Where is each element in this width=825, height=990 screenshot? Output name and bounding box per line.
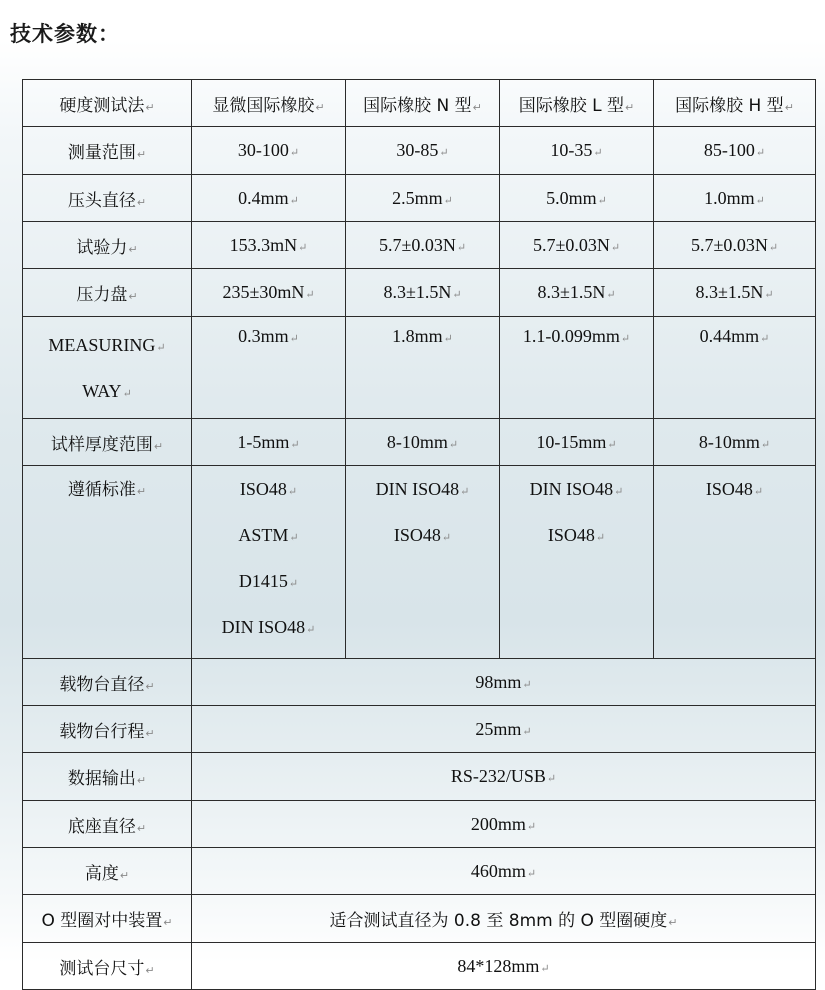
row-label-pressure-plate: 压力盘↵ <box>23 269 192 317</box>
table-cell: 2.5mm↵ <box>346 175 500 222</box>
table-row <box>23 175 816 222</box>
header-row <box>23 80 816 127</box>
table-cell: ISO48↵ <box>654 466 816 659</box>
header-cell-type-l: 国际橡胶 L 型↵ <box>500 80 654 127</box>
table-cell: RS-232/USB↵ <box>192 753 816 801</box>
table-cell: 235±30mN↵ <box>192 269 346 317</box>
page-title: 技术参数： <box>10 22 120 46</box>
table-cell: 5.0mm↵ <box>500 175 654 222</box>
table-cell: 8-10mm↵ <box>654 419 816 466</box>
table-cell: 5.7±0.03N↵ <box>500 222 654 269</box>
table-cell: 85-100↵ <box>654 127 816 175</box>
spec-table <box>22 79 816 990</box>
table-row <box>23 317 816 419</box>
header-cell-method: 硬度测试法↵ <box>23 80 192 127</box>
table-row <box>23 801 816 848</box>
table-cell: ISO48↵ ASTM↵ D1415↵ DIN ISO48↵ <box>192 466 346 659</box>
table-cell: 10-35↵ <box>500 127 654 175</box>
table-row <box>23 269 816 317</box>
row-label-stage-diameter: 载物台直径↵ <box>23 659 192 706</box>
row-label-base-diameter: 底座直径↵ <box>23 801 192 848</box>
table-row <box>23 419 816 466</box>
row-label-measure-range: 测量范围↵ <box>23 127 192 175</box>
row-label-standards: 遵循标准↵ <box>23 466 192 659</box>
table-row <box>23 466 816 659</box>
row-label-stage-travel: 载物台行程↵ <box>23 706 192 753</box>
table-cell: 8.3±1.5N↵ <box>346 269 500 317</box>
table-cell: DIN ISO48↵ ISO48↵ <box>346 466 500 659</box>
table-cell: 5.7±0.03N↵ <box>346 222 500 269</box>
table-cell: 适合测试直径为 0.8 至 8mm 的 O 型圈硬度↵ <box>192 895 816 943</box>
table-row <box>23 127 816 175</box>
table-row <box>23 848 816 895</box>
row-label-measuring-way: MEASURING↵ WAY↵ <box>23 317 192 419</box>
table-row <box>23 222 816 269</box>
table-cell: DIN ISO48↵ ISO48↵ <box>500 466 654 659</box>
row-label-table-size: 测试台尺寸↵ <box>23 943 192 990</box>
table-cell: 30-100↵ <box>192 127 346 175</box>
table-row <box>23 753 816 801</box>
table-cell: 98mm↵ <box>192 659 816 706</box>
row-label-data-output: 数据输出↵ <box>23 753 192 801</box>
table-cell: 5.7±0.03N↵ <box>654 222 816 269</box>
table-cell: 0.44mm↵ <box>654 317 816 419</box>
table-row <box>23 943 816 990</box>
table-cell: 1.8mm↵ <box>346 317 500 419</box>
table-cell: 0.3mm↵ <box>192 317 346 419</box>
table-cell: 8.3±1.5N↵ <box>500 269 654 317</box>
row-label-sample-thickness: 试样厚度范围↵ <box>23 419 192 466</box>
row-label-height: 高度↵ <box>23 848 192 895</box>
header-cell-type-h: 国际橡胶 H 型↵ <box>654 80 816 127</box>
table-cell: 8.3±1.5N↵ <box>654 269 816 317</box>
header-cell-micro: 显微国际橡胶↵ <box>192 80 346 127</box>
header-cell-type-n: 国际橡胶 N 型↵ <box>346 80 500 127</box>
row-label-indenter-diameter: 压头直径↵ <box>23 175 192 222</box>
table-cell: 25mm↵ <box>192 706 816 753</box>
table-row <box>23 895 816 943</box>
table-cell: 10-15mm↵ <box>500 419 654 466</box>
table-cell: 84*128mm↵ <box>192 943 816 990</box>
row-label-test-force: 试验力↵ <box>23 222 192 269</box>
table-cell: 200mm↵ <box>192 801 816 848</box>
table-cell: 0.4mm↵ <box>192 175 346 222</box>
table-cell: 8-10mm↵ <box>346 419 500 466</box>
table-cell: 1.0mm↵ <box>654 175 816 222</box>
table-cell: 460mm↵ <box>192 848 816 895</box>
table-cell: 1.1-0.099mm↵ <box>500 317 654 419</box>
row-label-o-ring-centering: O 型圈对中装置↵ <box>23 895 192 943</box>
table-cell: 1-5mm↵ <box>192 419 346 466</box>
table-cell: 153.3mN↵ <box>192 222 346 269</box>
table-cell: 30-85↵ <box>346 127 500 175</box>
table-row <box>23 706 816 753</box>
table-row <box>23 659 816 706</box>
